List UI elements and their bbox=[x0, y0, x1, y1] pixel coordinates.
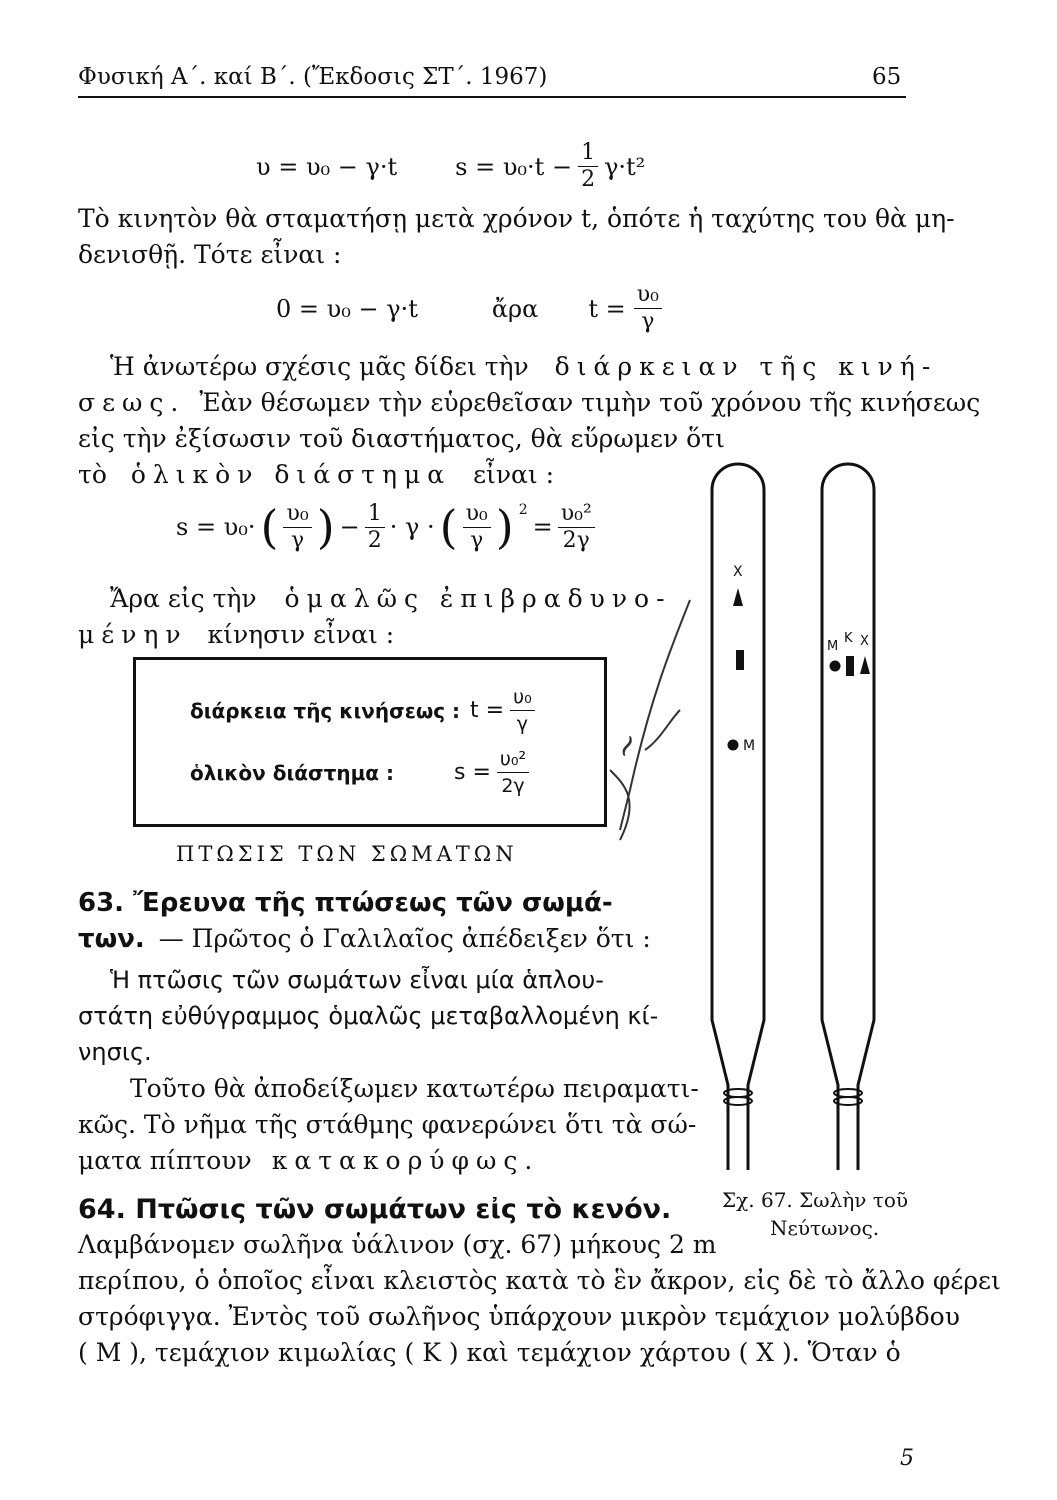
tube-2-label-lead: Μ bbox=[827, 639, 839, 654]
paragraph-2-line-3: εἰς τὴν ἐξίσωσιν τοῦ διαστήματος, θὰ εὕρωμεν ὅτι bbox=[78, 424, 725, 453]
figure-caption-line-2: Νεύτωνος. bbox=[770, 1216, 880, 1240]
fraction-denominator: γ bbox=[641, 309, 655, 334]
fraction-numerator: 1 bbox=[578, 140, 598, 167]
signature-mark: 5 bbox=[900, 1446, 914, 1471]
running-header: Φυσική Α΄. καί Β΄. (Ἔκδοσις ΣΤ΄. 1967) bbox=[78, 64, 548, 90]
equation-1-right-prefix: s = υ₀·t − bbox=[455, 152, 573, 181]
paragraph-2-text: εἶναι : bbox=[473, 460, 555, 489]
equation-1 bbox=[256, 140, 645, 193]
emphasized-term: κατακορύφως. bbox=[271, 1146, 540, 1175]
paren-open: ( bbox=[439, 500, 458, 554]
tube-2-lead-piece bbox=[830, 661, 841, 672]
tube-2-label-chalk: Κ bbox=[844, 631, 853, 646]
pen-stroke bbox=[610, 600, 690, 840]
fraction-numerator: υ₀ bbox=[510, 684, 535, 711]
paragraph-1-line-1: Τὸ κινητὸν θὰ σταματήσῃ μετὰ χρόνον t, ὁπότε ἡ ταχύτης του θὰ μη- bbox=[78, 204, 955, 233]
summary-fraction bbox=[497, 746, 529, 799]
fraction-denominator: γ bbox=[470, 527, 484, 553]
tube-2 bbox=[822, 464, 874, 1170]
tube-2-paper-piece bbox=[860, 656, 870, 674]
equation-1-fraction bbox=[578, 140, 598, 193]
equation-1-left: υ = υ₀ − γ·t bbox=[256, 152, 398, 181]
paren-open: ( bbox=[260, 500, 279, 554]
tube-1-label-paper: Χ bbox=[733, 564, 743, 580]
paren-close: ) bbox=[495, 500, 514, 554]
tube-1-label-lead: Μ bbox=[743, 738, 756, 754]
equation-2-left: 0 = υ₀ − γ·t bbox=[276, 294, 418, 323]
fraction-denominator: 2 bbox=[581, 167, 596, 192]
equation-2 bbox=[276, 282, 662, 335]
emphasized-term: ὁλικὸν διάστημα bbox=[130, 460, 452, 489]
emphasized-term: μένην bbox=[78, 620, 188, 649]
summary-row-duration bbox=[190, 684, 535, 737]
tube-1 bbox=[712, 464, 764, 1170]
paragraph-2-text: Ἡ ἀνωτέρω σχέσις μᾶς δίδει τὴν bbox=[110, 352, 529, 381]
section-63-title-line-1: 63. Ἔρευνα τῆς πτώσεως τῶν σωμά- bbox=[78, 888, 613, 918]
equation-3-fraction-4 bbox=[558, 501, 595, 554]
equation-3-fraction-2 bbox=[365, 501, 385, 554]
paragraph-3-text: κίνησιν εἶναι : bbox=[207, 620, 395, 649]
summary-variable: s = bbox=[454, 760, 491, 785]
handwritten-scrawl: ~ bbox=[603, 725, 650, 766]
section-64-line-4: ( Μ ), τεμάχιον κιμωλίας ( Κ ) καὶ τεμάχιον χάρτου ( Χ ). Ὅταν ὁ bbox=[78, 1338, 901, 1367]
fraction-denominator: 2 bbox=[367, 527, 382, 553]
summary-label: διάρκεια τῆς κινήσεως : bbox=[190, 698, 461, 723]
emphasized-term: διάρκειαν τῆς κινή- bbox=[554, 352, 938, 381]
equation-3-equals: = bbox=[532, 513, 553, 541]
section-63-title-end: των. bbox=[78, 924, 145, 954]
fraction-numerator: υ₀ bbox=[463, 501, 491, 528]
paragraph-2-line-4 bbox=[78, 458, 554, 492]
fraction-numerator: 1 bbox=[365, 501, 385, 528]
paragraph-2-text: τὸ bbox=[78, 460, 107, 489]
fraction-denominator: 2γ bbox=[562, 527, 590, 553]
paragraph-2-text: Ἐὰν θέσωμεν τὴν εὑρεθεῖσαν τιμὴν τοῦ χρόνου τῆς κινήσεως bbox=[199, 388, 981, 417]
equation-2-fraction bbox=[634, 282, 662, 335]
section-63-p-line-1: Τοῦτο θὰ ἀποδείξωμεν κατωτέρω πειραματι- bbox=[130, 1074, 699, 1103]
law-line-3: νησις. bbox=[78, 1038, 152, 1066]
page-number: 65 bbox=[872, 64, 902, 90]
paragraph-2-line-2 bbox=[78, 386, 980, 420]
fraction-denominator: 2γ bbox=[501, 775, 525, 797]
section-63-text: ματα πίπτουν bbox=[78, 1146, 252, 1175]
section-64-line-3: στρόφιγγα. Ἐντὸς τοῦ σωλῆνος ὑπάρχουν μικρὸν τεμάχιον μολύβδου bbox=[78, 1302, 960, 1331]
tube-1-paper-piece bbox=[733, 588, 743, 606]
fraction-numerator: υ₀ bbox=[634, 282, 662, 309]
summary-variable: t = bbox=[470, 698, 505, 723]
tube-2-chalk-piece bbox=[846, 656, 854, 676]
paragraph-3-line-1 bbox=[110, 582, 672, 616]
paren-close: ) bbox=[316, 500, 335, 554]
fraction-denominator: γ bbox=[516, 713, 529, 735]
tube-1-lead-piece bbox=[728, 740, 739, 751]
tube-2-label-paper: Χ bbox=[860, 634, 869, 649]
summary-label: ὁλικὸν διάστημα : bbox=[190, 760, 394, 785]
emphasized-term: σεως. bbox=[78, 388, 186, 417]
summary-row-distance bbox=[190, 746, 529, 799]
section-64-line-2: περίπου, ὁ ὁποῖος εἶναι κλειστὸς κατὰ τὸ ἓν ἄκρον, εἰς δὲ τὸ ἄλλο φέρει bbox=[78, 1266, 1001, 1295]
tube-2-outline bbox=[822, 464, 874, 1170]
emphasized-term: ὁμαλῶς ἐπιβραδυνο- bbox=[284, 584, 672, 613]
fraction-numerator: υ₀² bbox=[497, 746, 529, 773]
equation-3-minus: − bbox=[339, 513, 360, 541]
paragraph-3-line-2 bbox=[78, 618, 394, 652]
summary-fraction bbox=[510, 684, 535, 737]
figure-caption-line-1: Σχ. 67. Σωλὴν τοῦ bbox=[722, 1188, 909, 1212]
fraction-denominator: γ bbox=[291, 527, 305, 553]
fraction-numerator: υ₀ bbox=[283, 501, 311, 528]
section-64-line-1: Λαμβάνομεν σωλῆνα ὑάλινον (σχ. 67) μήκους 2 m bbox=[78, 1230, 717, 1259]
equation-3-fraction-1 bbox=[283, 501, 311, 554]
section-64-title: 64. Πτῶσις τῶν σωμάτων εἰς τὸ κενόν. bbox=[78, 1194, 672, 1225]
equation-2-middle: ἄρα bbox=[491, 294, 539, 323]
law-line-2: στάτη εὐθύγραμμος ὁμαλῶς μεταβαλλομένη κί- bbox=[78, 1002, 659, 1030]
section-63-p-line-2: κῶς. Τὸ νῆμα τῆς στάθμης φανερώνει ὅτι τὰ σώ- bbox=[78, 1110, 697, 1139]
paragraph-1-line-2: δενισθῇ. Τότε εἶναι : bbox=[78, 240, 342, 269]
header-rule bbox=[78, 96, 906, 98]
section-63-line-2 bbox=[78, 922, 651, 956]
equation-1-right-suffix: γ·t² bbox=[604, 152, 646, 181]
tube-1-chalk-piece bbox=[736, 650, 744, 670]
paragraph-3-text: Ἄρα εἰς τὴν bbox=[110, 584, 257, 613]
summary-box bbox=[133, 657, 607, 827]
equation-3-middle: · γ · bbox=[389, 513, 435, 541]
section-63-intro: — Πρῶτος ὁ Γαλιλαῖος ἀπέδειξεν ὅτι : bbox=[158, 924, 651, 953]
newton-tube-figure bbox=[695, 450, 925, 1180]
equation-2-right-prefix: t = bbox=[588, 294, 626, 323]
equation-3-prefix: s = υ₀· bbox=[176, 513, 256, 541]
paragraph-2-line-1 bbox=[110, 350, 937, 384]
section-63-p-line-3 bbox=[78, 1144, 539, 1178]
equation-3 bbox=[176, 500, 595, 554]
law-line-1: Ἡ πτῶσις τῶν σωμάτων εἶναι μία ἁπλου- bbox=[110, 966, 604, 994]
fraction-numerator: υ₀² bbox=[558, 501, 595, 528]
section-heading: ΠΤΩΣΙΣ ΤΩΝ ΣΩΜΑΤΩΝ bbox=[176, 842, 518, 866]
equation-3-exponent: 2 bbox=[518, 502, 528, 518]
equation-3-fraction-3 bbox=[463, 501, 491, 554]
